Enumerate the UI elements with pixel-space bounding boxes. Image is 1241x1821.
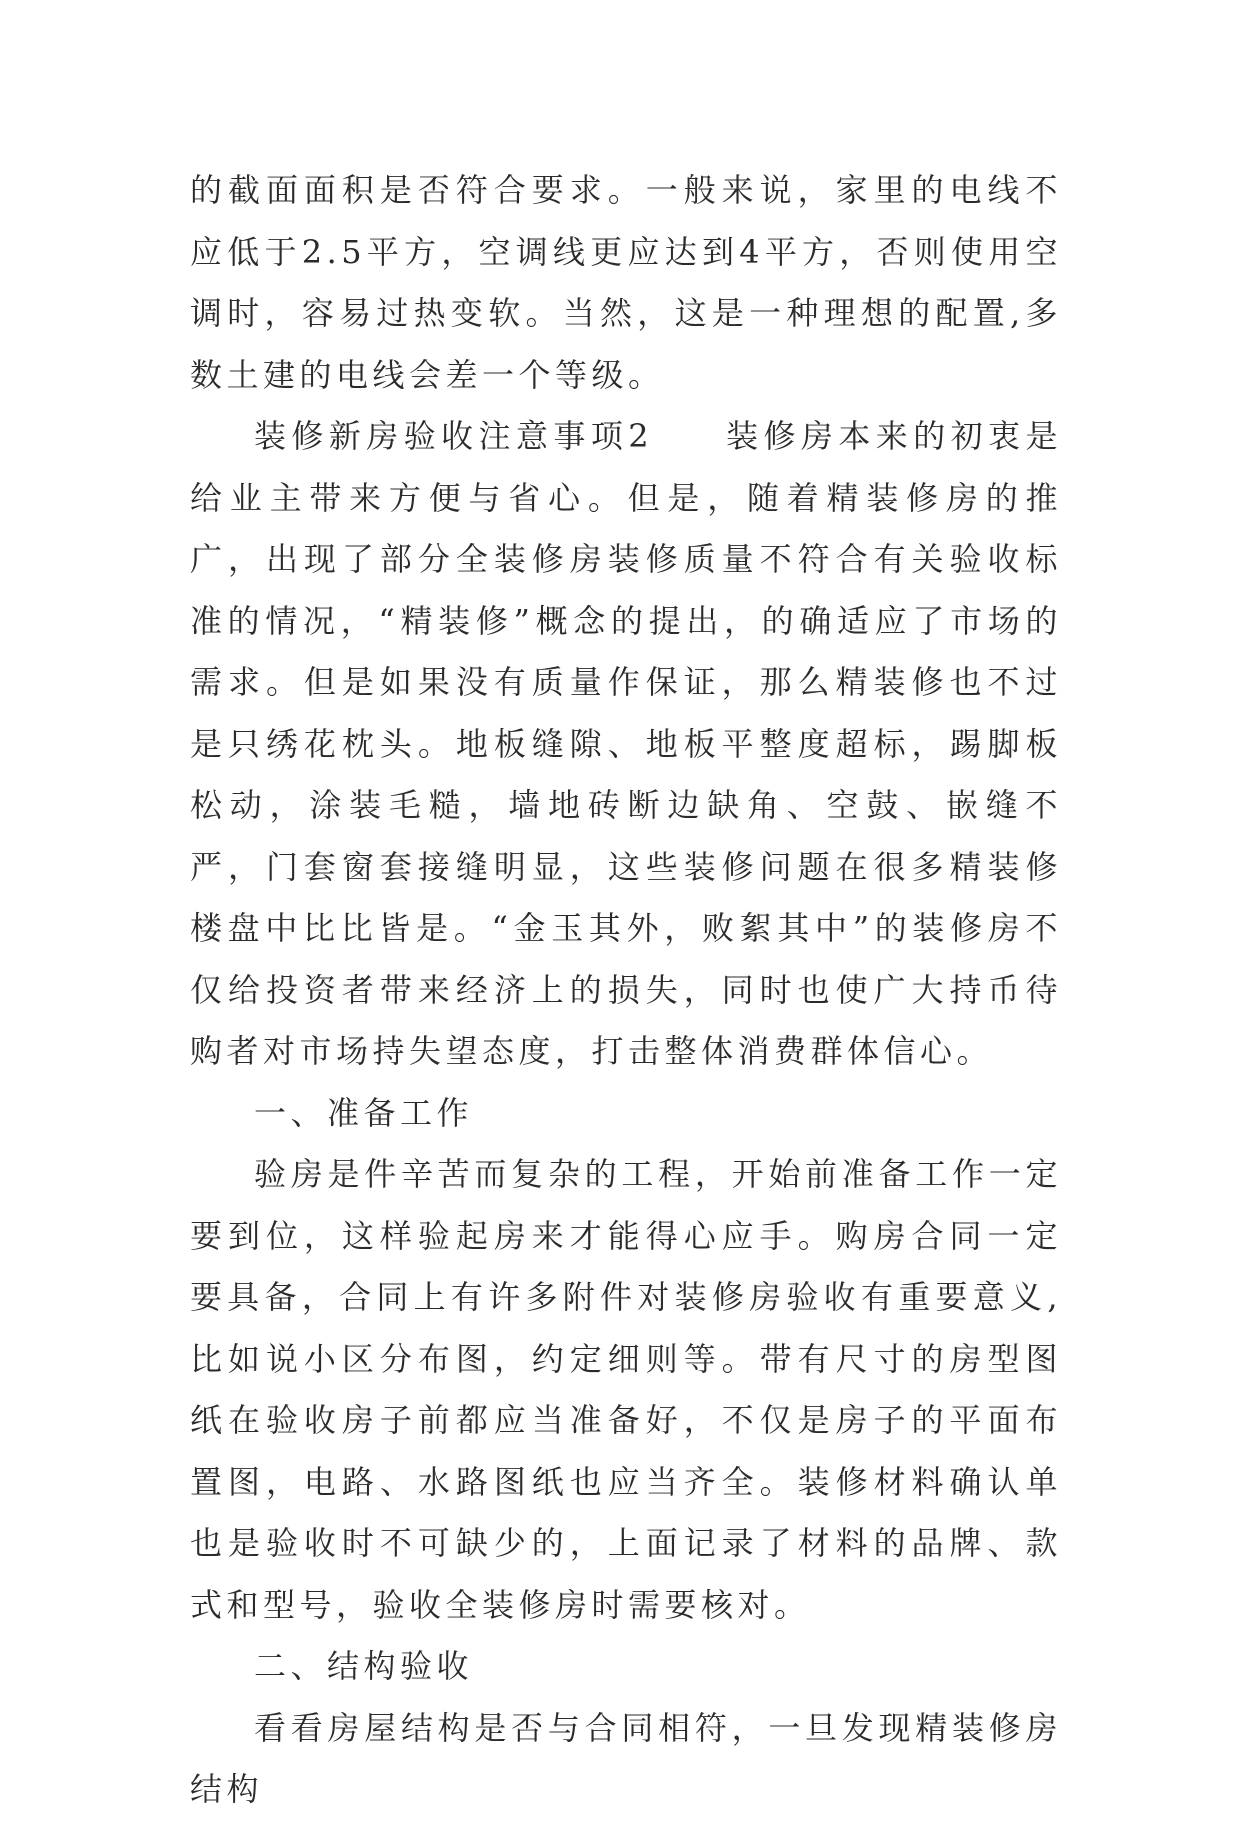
heading-structure: 二、结构验收 — [254, 1647, 474, 1685]
paragraph-section-2 — [190, 406, 1062, 1083]
heading-preparation: 一、准备工作 — [254, 1093, 474, 1132]
paragraph-continuation: 的截面面积是否符合要求。一般来说，家里的电线不应低于2.5平方，空调线更应达到4平方，否则使用空调时，容易过热变软。当然，这是一种理想的配置,多数土建的电线会差一个等级。 — [190, 171, 1062, 394]
paragraph-preparation: 验房是件辛苦而复杂的工程，开始前准备工作一定要到位，这样验起房来才能得心应手。购房合同一定要具备，合同上有许多附件对装修房验收有重要意义,比如说小区分布图，约定细则等。带有尺寸的房型图纸在验收房子前都应当准备好，不仅是房子的平面布置图，电路、水路图纸也应当齐全。装修材料确认单也是验收时不可缺少的，上面记录了材料的品牌、款式和型号，验收全装修房时需要核对。 — [190, 1155, 1062, 1624]
paragraph-body: 装修房本来的初衷是给业主带来方便与省心。但是，随着精装修房的推广，出现了部分全装修房装修质量不符合有关验收标准的情况，“精装修”概念的提出，的确适应了市场的需求。但是如果没有质量作保证，那么精装修也不过是只绣花枕头。地板缝隙、地板平整度超标，踢脚板松动，涂装毛糙，墙地砖断边缺角、空鼓、嵌缝不严，门套窗套接缝明显，这些装修问题在很多精装修楼盘中比比皆是。“金玉其外，败絮其中”的装修房不仅给投资者带来经济上的损失，同时也使广大持币待购者对市场持失望态度，打击整体消费群体信心。 — [190, 417, 1062, 1070]
section-heading: 装修新房验收注意事项2 — [254, 417, 654, 455]
document-body — [190, 160, 1062, 1821]
paragraph-structure: 看看房屋结构是否与合同相符，一旦发现精装修房结构 — [190, 1708, 1062, 1808]
